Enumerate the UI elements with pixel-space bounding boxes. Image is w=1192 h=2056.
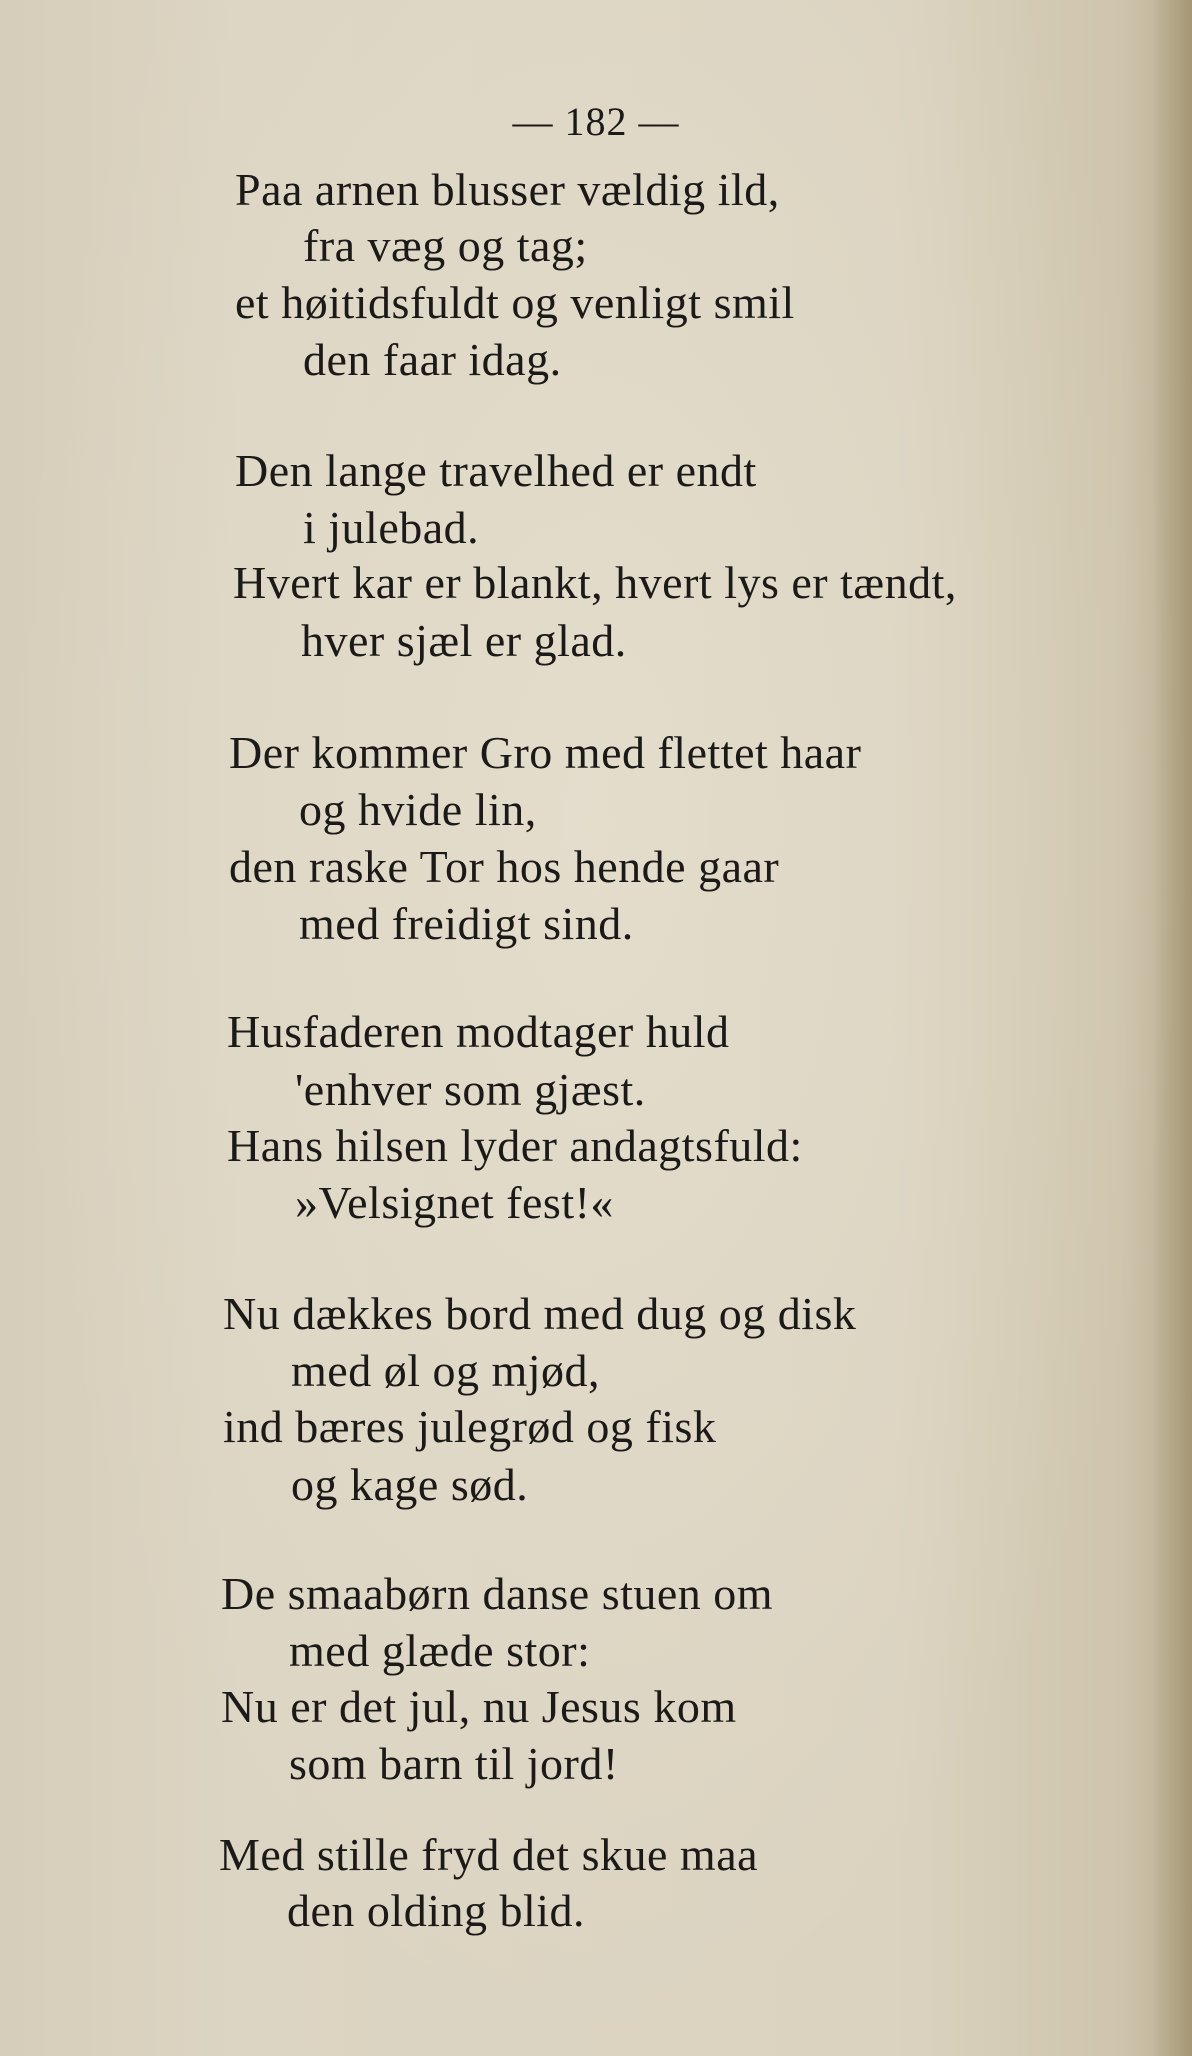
poem-line: Nu dækkes bord med dug og disk (223, 1288, 857, 1339)
poem-line: Nu er det jul, nu Jesus kom (221, 1681, 737, 1732)
poem-line: Hvert kar er blankt, hvert lys er tændt, (233, 557, 957, 608)
poem-line: et høitidsfuldt og venligt smil (235, 277, 795, 328)
poem-line: med freidigt sind. (299, 898, 634, 949)
poem-line: den faar idag. (303, 334, 562, 385)
poem-line: »Velsignet fest!« (295, 1177, 614, 1228)
poem-line: med øl og mjød, (291, 1345, 601, 1396)
poem-line: ind bæres julegrød og fisk (223, 1401, 717, 1452)
poem-line: fra væg og tag; (303, 220, 588, 271)
poem-line: og kage sød. (291, 1459, 529, 1510)
poem-line: De smaabørn danse stuen om (221, 1568, 774, 1619)
poem-line: Husfaderen modtager huld (227, 1006, 730, 1057)
poem-line: hver sjæl er glad. (301, 615, 627, 666)
poem-line: Hans hilsen lyder andagtsfuld: (227, 1120, 803, 1171)
poem-line: 'enhver som gjæst. (295, 1064, 646, 1115)
poem-line: den raske Tor hos hende gaar (229, 841, 780, 892)
page-edge-shadow (1152, 0, 1192, 2056)
poem-line: som barn til jord! (289, 1738, 619, 1789)
poem-line: Der kommer Gro med flettet haar (229, 727, 862, 778)
poem-line: Med stille fryd det skue maa (219, 1829, 759, 1880)
poem-line: Paa arnen blusser vældig ild, (235, 164, 780, 215)
poem-line: Den lange travelhed er endt (235, 445, 757, 496)
page-number: — 182 — (512, 99, 680, 144)
poem-line: i julebad. (303, 502, 480, 553)
poem-line: med glæde stor: (289, 1625, 591, 1676)
poem-line: og hvide lin, (299, 784, 537, 835)
poem-line: den olding blid. (287, 1885, 586, 1936)
